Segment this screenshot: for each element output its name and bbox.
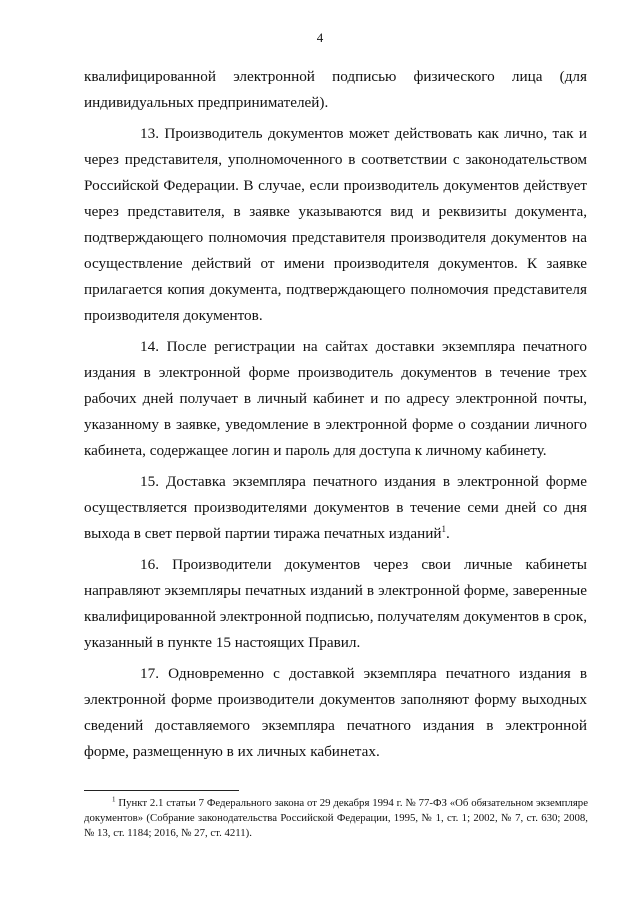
footnote-marker: 1 (112, 795, 116, 804)
paragraph-13: 13. Производитель документов может действовать как лично, так и через представителя, уполномоченного в соответствии с законодательством Российской Федерации. В случае, если производитель документов действует через представителя, в заявке указываются вид и реквизиты документа, подтверждающего полномочия представителя производителя документов на осуществление действий от имени производителя документов. К заявке прилагается копия документа, подтверждающего полномочия представителя производителя документов. (84, 125, 587, 324)
footnote (84, 796, 588, 841)
footnote-text: Пункт 2.1 статьи 7 Федерального закона от 29 декабря 1994 г. № 77-ФЗ «Об обязательном экземпляре документов» (Собрание законодательства Российской Федерации, 1995, № 1, ст. 1; 2002, № 7, ст. 630; 2008, № 13, ст. 1184; 2016, № 27, ст. 4211). (84, 797, 588, 839)
footnote-reference: 1 (441, 523, 446, 534)
paragraph-15-text: 15. Доставка экземпляра печатного издания в электронной форме осуществляется производителями документов в течение семи дней со дня выхода в свет первой партии тиража печатных изданий (84, 473, 587, 542)
paragraph-continuation: квалифицированной электронной подписью физического лица (для индивидуальных предпринимателей). (84, 68, 587, 111)
footnote-separator (84, 790, 239, 791)
paragraph-17: 17. Одновременно с доставкой экземпляра печатного издания в электронной форме производители документов заполняют форму выходных сведений доставляемого экземпляра печатного издания в электронной форме, размещенную в их личных кабинетах. (84, 665, 587, 760)
paragraph-14: 14. После регистрации на сайтах доставки экземпляра печатного издания в электронной форме производитель документов в течение трех рабочих дней получает в личный кабинет и по адресу электронной почты, указанному в заявке, уведомление в электронной форме о создании личного кабинета, содержащее логин и пароль для доступа к личному кабинету. (84, 338, 587, 459)
paragraph-15 (84, 469, 587, 547)
paragraph-15-end: . (445, 525, 450, 542)
body-text (84, 64, 587, 770)
paragraph-16: 16. Производители документов через свои личные кабинеты направляют экземпляры печатных изданий в электронной форме, заверенные квалифицированной электронной подписью, получателям документов в срок, указанный в пункте 15 настоящих Правил. (84, 556, 587, 651)
page-number: 4 (316, 30, 324, 45)
